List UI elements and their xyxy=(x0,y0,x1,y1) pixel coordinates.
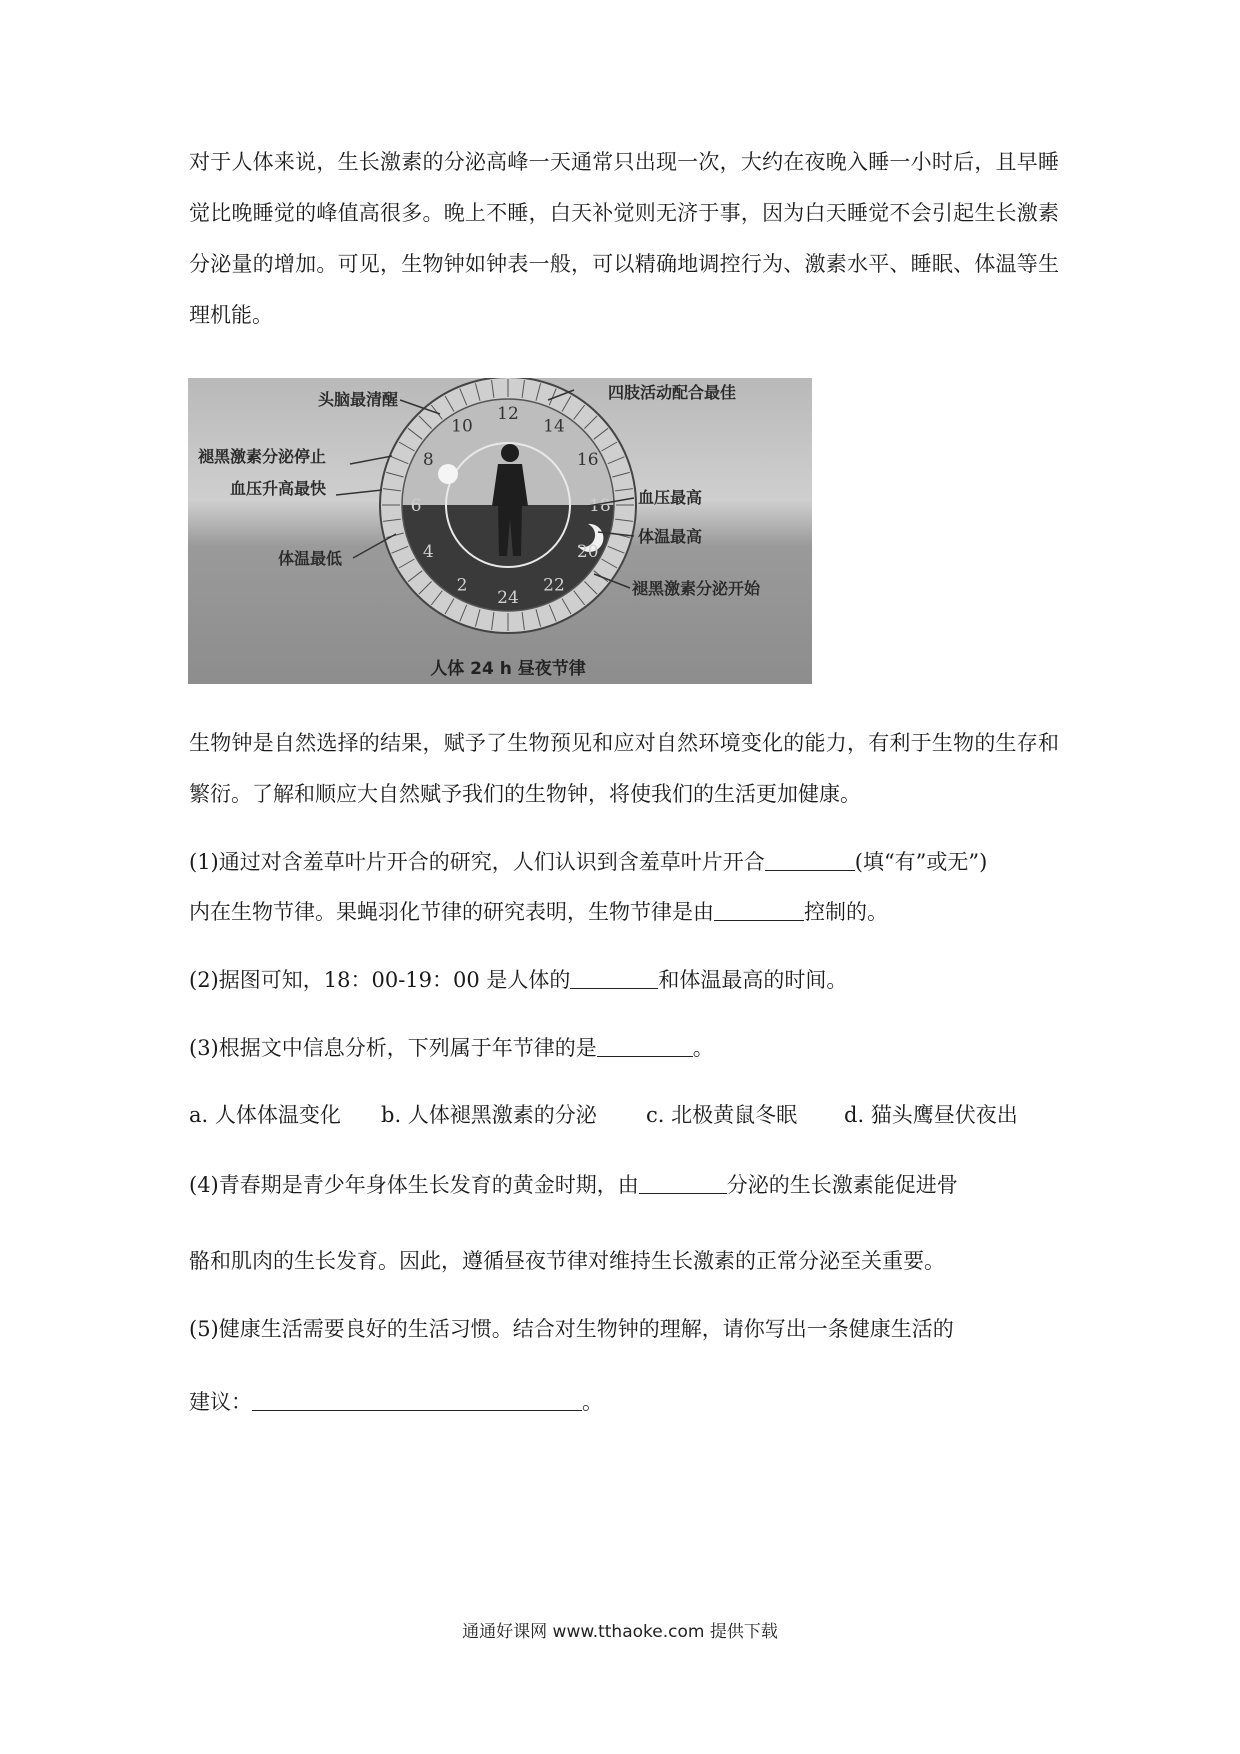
clock-hour-2: 2 xyxy=(456,575,468,596)
label-bp-rise: 血压升高最快 xyxy=(230,479,327,498)
option-a[interactable]: a. 人体体温变化 xyxy=(189,1103,341,1127)
figure-caption: 人体 24 h 昼夜节律 xyxy=(430,659,586,679)
label-melatonin-start: 褪黑激素分泌开始 xyxy=(632,579,761,598)
question-3-options xyxy=(189,1100,1018,1130)
label-temp-high: 体温最高 xyxy=(638,527,703,546)
circadian-clock-figure xyxy=(188,378,812,684)
clock-hour-18: 18 xyxy=(589,496,611,516)
clock-hour-20: 20 xyxy=(576,542,599,562)
label-bp-high: 血压最高 xyxy=(638,488,703,507)
answer-blank-5[interactable] xyxy=(252,1388,582,1411)
clock-hour-16: 16 xyxy=(576,450,599,470)
question-5-line-1: (5)健康生活需要良好的生活习惯。结合对生物钟的理解，请你写出一条健康生活的 xyxy=(189,1317,954,1341)
label-temp-low: 体温最低 xyxy=(278,549,343,568)
label-melatonin-stop: 褪黑激素分泌停止 xyxy=(198,447,327,466)
option-b[interactable]: b. 人体褪黑激素的分泌 xyxy=(381,1103,597,1127)
option-d[interactable]: d. 猫头鹰昼伏夜出 xyxy=(844,1103,1018,1127)
question-1-line-2: 内在生物节律。果蝇羽化节律的研究表明，生物节律是由 控制的。 xyxy=(189,900,888,924)
clock-diagram xyxy=(188,378,812,684)
answer-blank-2[interactable] xyxy=(570,966,658,989)
clock-hour-14: 14 xyxy=(543,416,565,437)
label-limb-coord: 四肢活动配合最佳 xyxy=(608,383,737,402)
answer-blank-4[interactable] xyxy=(639,1171,727,1194)
sun-icon xyxy=(438,464,458,484)
question-2: (2)据图可知，18：00-19：00 是人体的 和体温最高的时间。 xyxy=(189,968,848,992)
question-1-line-1: (1)通过对含羞草叶片开合的研究，人们认识到含羞草叶片开合 (填“有”或无”) xyxy=(189,850,988,874)
intro-paragraph: 对于人体来说，生长激素的分泌高峰一天通常只出现一次，大约在夜晚入睡一小时后，且早睡觉比晚睡觉的峰值高很多。晚上不睡，白天补觉则无济于事，因为白天睡觉不会引起生长激素分泌量的增加。可见，生物钟如钟表一般，可以精确地调控行为、激素水平、睡眠、体温等生理机能。 xyxy=(189,150,1059,327)
question-4-line-2: 骼和肌肉的生长发育。因此，遵循昼夜节律对维持生长激素的正常分泌至关重要。 xyxy=(189,1249,945,1273)
page-footer: 通通好课网 www.tthaoke.com 提供下载 xyxy=(462,1622,778,1642)
clock-hour-6: 6 xyxy=(410,496,422,516)
answer-blank-1a[interactable] xyxy=(765,848,855,871)
clock-hour-22: 22 xyxy=(543,575,565,596)
answer-blank-3[interactable] xyxy=(597,1034,693,1057)
question-5-line-2: 建议： 。 xyxy=(189,1390,603,1414)
option-c[interactable]: c. 北极黄鼠冬眠 xyxy=(646,1103,798,1127)
question-3: (3)根据文中信息分析，下列属于年节律的是 。 xyxy=(189,1036,714,1060)
question-4-line-1: (4)青春期是青少年身体生长发育的黄金时期，由 分泌的生长激素能促进骨 xyxy=(189,1173,958,1197)
clock-hour-24: 24 xyxy=(497,588,519,608)
clock-hour-4: 4 xyxy=(422,542,434,562)
clock-hour-10: 10 xyxy=(451,416,473,437)
paragraph-2: 生物钟是自然选择的结果，赋予了生物预见和应对自然环境变化的能力，有利于生物的生存和繁衍。了解和顺应大自然赋予我们的生物钟，将使我们的生活更加健康。 xyxy=(189,731,1059,806)
answer-blank-1b[interactable] xyxy=(714,898,804,921)
label-brain-clear: 头脑最清醒 xyxy=(318,390,399,409)
clock-hour-8: 8 xyxy=(422,450,434,470)
clock-hour-12: 12 xyxy=(497,404,519,424)
